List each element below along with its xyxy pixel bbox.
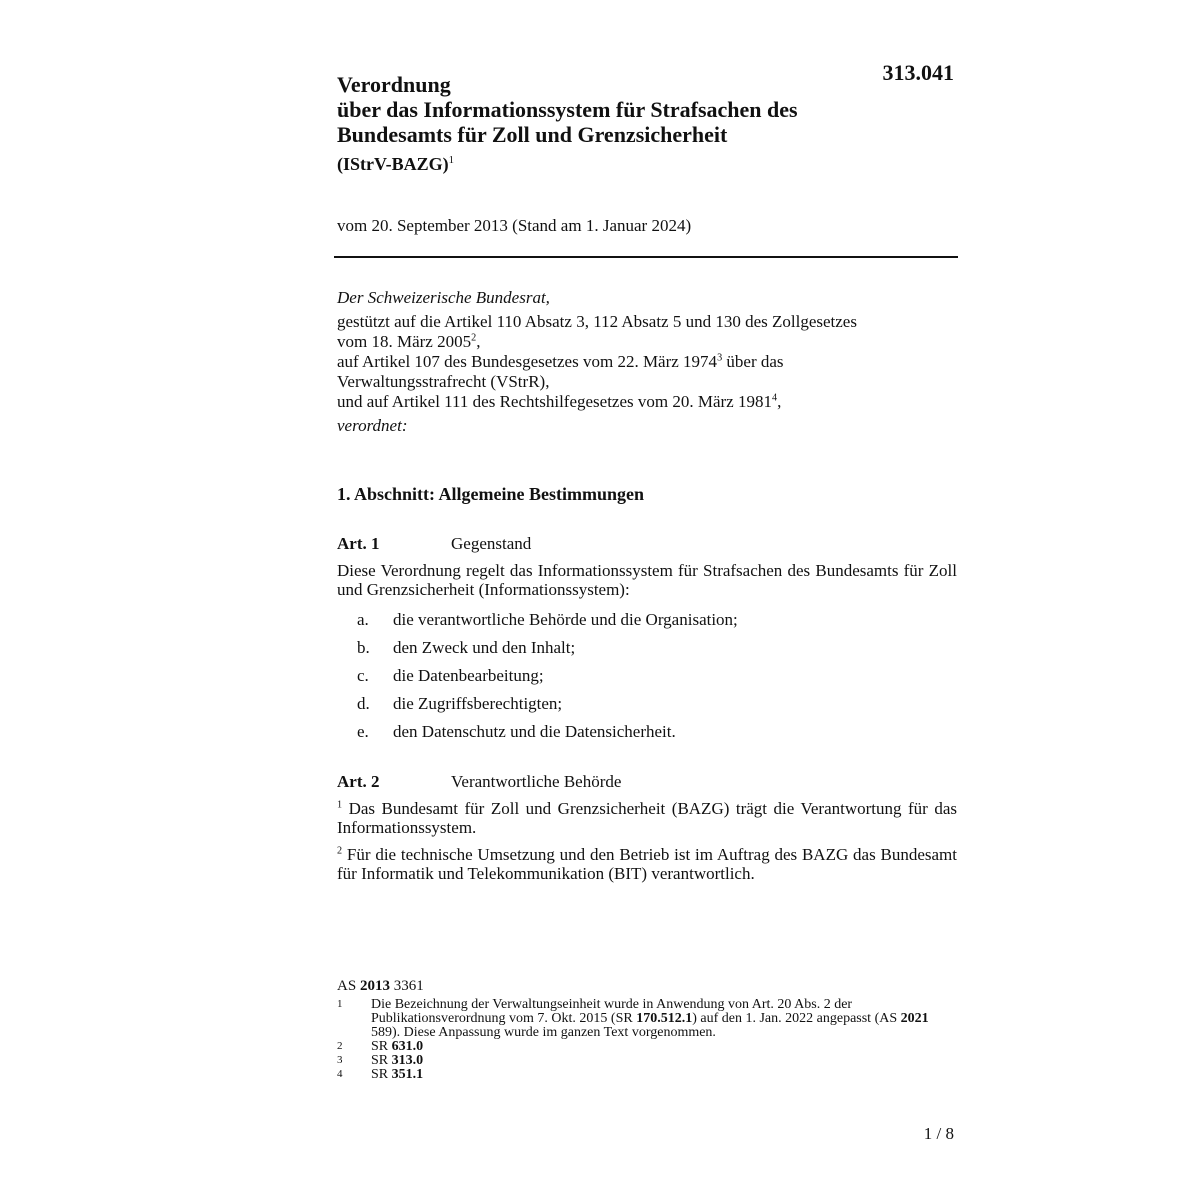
footnote-number: 4 <box>337 1068 343 1080</box>
abbreviation-text: (IStrV-BAZG) <box>337 154 449 174</box>
paragraph-number: 2 <box>337 845 343 857</box>
list-text: die Zugriffsberechtigten; <box>393 693 563 713</box>
paragraph-1 <box>337 799 957 837</box>
fn-text-part: Die Bezeichnung der Verwaltungseinheit wurde in Anwendung von Art. 20 Abs. 2 der Publikationsverordnung vom 7. Okt. 2015 (SR <box>371 997 853 1026</box>
title-line-1: Verordnung <box>337 72 451 97</box>
authority-text: auf Artikel 107 des Bundesgesetzes vom 22. März 1974 <box>337 352 718 371</box>
as-year: 2013 <box>359 978 390 994</box>
article-header <box>337 534 957 553</box>
footnote-2 <box>337 1040 957 1054</box>
footnote-number: 2 <box>337 1040 343 1052</box>
list-item <box>337 661 957 689</box>
footnotes <box>337 979 957 1082</box>
authority-text: , <box>777 392 782 411</box>
fn-text-part: 589). Diese Anpassung wurde im ganzen Text vorgenommen. <box>371 1025 716 1040</box>
list-letter: a. <box>357 609 369 629</box>
as-prefix: AS <box>337 978 360 994</box>
as-link[interactable]: 2021 <box>900 1011 929 1026</box>
document-title <box>337 72 897 177</box>
footnote-3 <box>337 1054 957 1068</box>
as-page: 3361 <box>389 978 424 994</box>
paragraph-text: Für die technische Umsetzung und den Betrieb ist im Auftrag des BAZG das Bundesamt für Informatik und Telekommunikation (BIT) verantwortlich. <box>337 845 957 883</box>
list-letter: c. <box>357 665 369 685</box>
sr-link[interactable]: 313.0 <box>391 1053 424 1068</box>
footnote-ref-3[interactable]: 3 <box>717 352 723 364</box>
sr-link[interactable]: 631.0 <box>391 1039 424 1054</box>
preamble-authority <box>337 312 957 412</box>
list-text: die Datenbearbeitung; <box>393 665 544 685</box>
article-text: Diese Verordnung regelt das Informationssystem für Strafsachen des Bundesamts für Zoll und Grenzsicherheit (Informationssystem): <box>337 561 957 599</box>
section-heading: 1. Abschnitt: Allgemeine Bestimmungen <box>337 484 645 504</box>
footnote-text <box>371 1054 957 1068</box>
preamble-issuer: Der Schweizerische Bundesrat, <box>337 288 550 307</box>
date-line: vom 20. September 2013 (Stand am 1. Januar 2024) <box>337 216 692 235</box>
list-text: den Datenschutz und die Datensicherheit. <box>393 721 676 741</box>
article-title: Gegenstand <box>451 534 532 553</box>
preamble-verb: verordnet: <box>337 416 408 435</box>
footnote-1 <box>337 998 957 1040</box>
list-item <box>337 633 957 661</box>
authority-text: über das <box>722 352 784 371</box>
footnote-number: 1 <box>337 998 343 1010</box>
sr-link[interactable]: 351.1 <box>391 1067 424 1082</box>
footnote-text <box>371 998 957 1040</box>
authority-text: und auf Artikel 111 des Rechtshilfegesetzes vom 20. März 1981 <box>337 392 772 411</box>
article-title: Verantwortliche Behörde <box>451 772 622 791</box>
list-letter: b. <box>357 637 370 657</box>
authority-line: gestützt auf die Artikel 110 Absatz 3, 112 Absatz 5 und 130 des Zollgesetzes <box>337 312 857 331</box>
footnote-4 <box>337 1068 957 1082</box>
title-line-2: über das Informationssystem für Strafsachen des <box>337 97 798 122</box>
list-item <box>337 689 957 717</box>
list-text: den Zweck und den Inhalt; <box>393 637 576 657</box>
sr-link[interactable]: 170.512.1 <box>636 1011 693 1026</box>
fn-text-part: SR <box>371 1067 392 1082</box>
paragraph-2 <box>337 845 957 883</box>
footnote-number: 3 <box>337 1054 343 1066</box>
article-number: Art. 1 <box>337 534 380 553</box>
title-abbreviation <box>337 152 897 177</box>
authority-text: , <box>476 332 481 351</box>
paragraph-text: Das Bundesamt für Zoll und Grenzsicherheit (BAZG) trägt die Verantwortung für das Informationssystem. <box>337 799 957 837</box>
footnote-ref-1[interactable]: 1 <box>448 154 455 166</box>
preamble <box>337 288 957 436</box>
list-item <box>337 717 957 745</box>
page-number: 1 / 8 <box>923 1124 954 1143</box>
article-header <box>337 772 957 791</box>
footnote-ref-4[interactable]: 4 <box>771 392 778 404</box>
list-item <box>337 605 957 633</box>
authority-line <box>337 392 957 412</box>
fn-text-part: ) auf den 1. Jan. 2022 angepasst (AS <box>692 1011 901 1026</box>
official-compilation-ref <box>337 979 957 993</box>
footnote-text <box>371 1068 957 1082</box>
footnote-ref-2[interactable]: 2 <box>471 332 477 344</box>
footnote-text <box>371 1040 957 1054</box>
authority-line <box>337 352 957 372</box>
list-letter: e. <box>357 721 369 741</box>
fn-text-part: SR <box>371 1039 392 1054</box>
article-2 <box>337 772 957 883</box>
fn-text-part: SR <box>371 1053 392 1068</box>
paragraph-number: 1 <box>337 799 343 811</box>
authority-line <box>337 332 957 352</box>
list-text: die verantwortliche Behörde und die Organisation; <box>393 609 738 629</box>
article-1 <box>337 534 957 745</box>
title-line-3: Bundesamts für Zoll und Grenzsicherheit <box>337 122 728 147</box>
document-number: 313.041 <box>882 60 954 85</box>
article-list <box>337 605 957 745</box>
authority-line: Verwaltungsstrafrecht (VStrR), <box>337 372 550 391</box>
article-number: Art. 2 <box>337 772 380 791</box>
list-letter: d. <box>357 693 370 713</box>
authority-text: vom 18. März 2005 <box>337 332 472 351</box>
header-divider <box>334 256 958 258</box>
